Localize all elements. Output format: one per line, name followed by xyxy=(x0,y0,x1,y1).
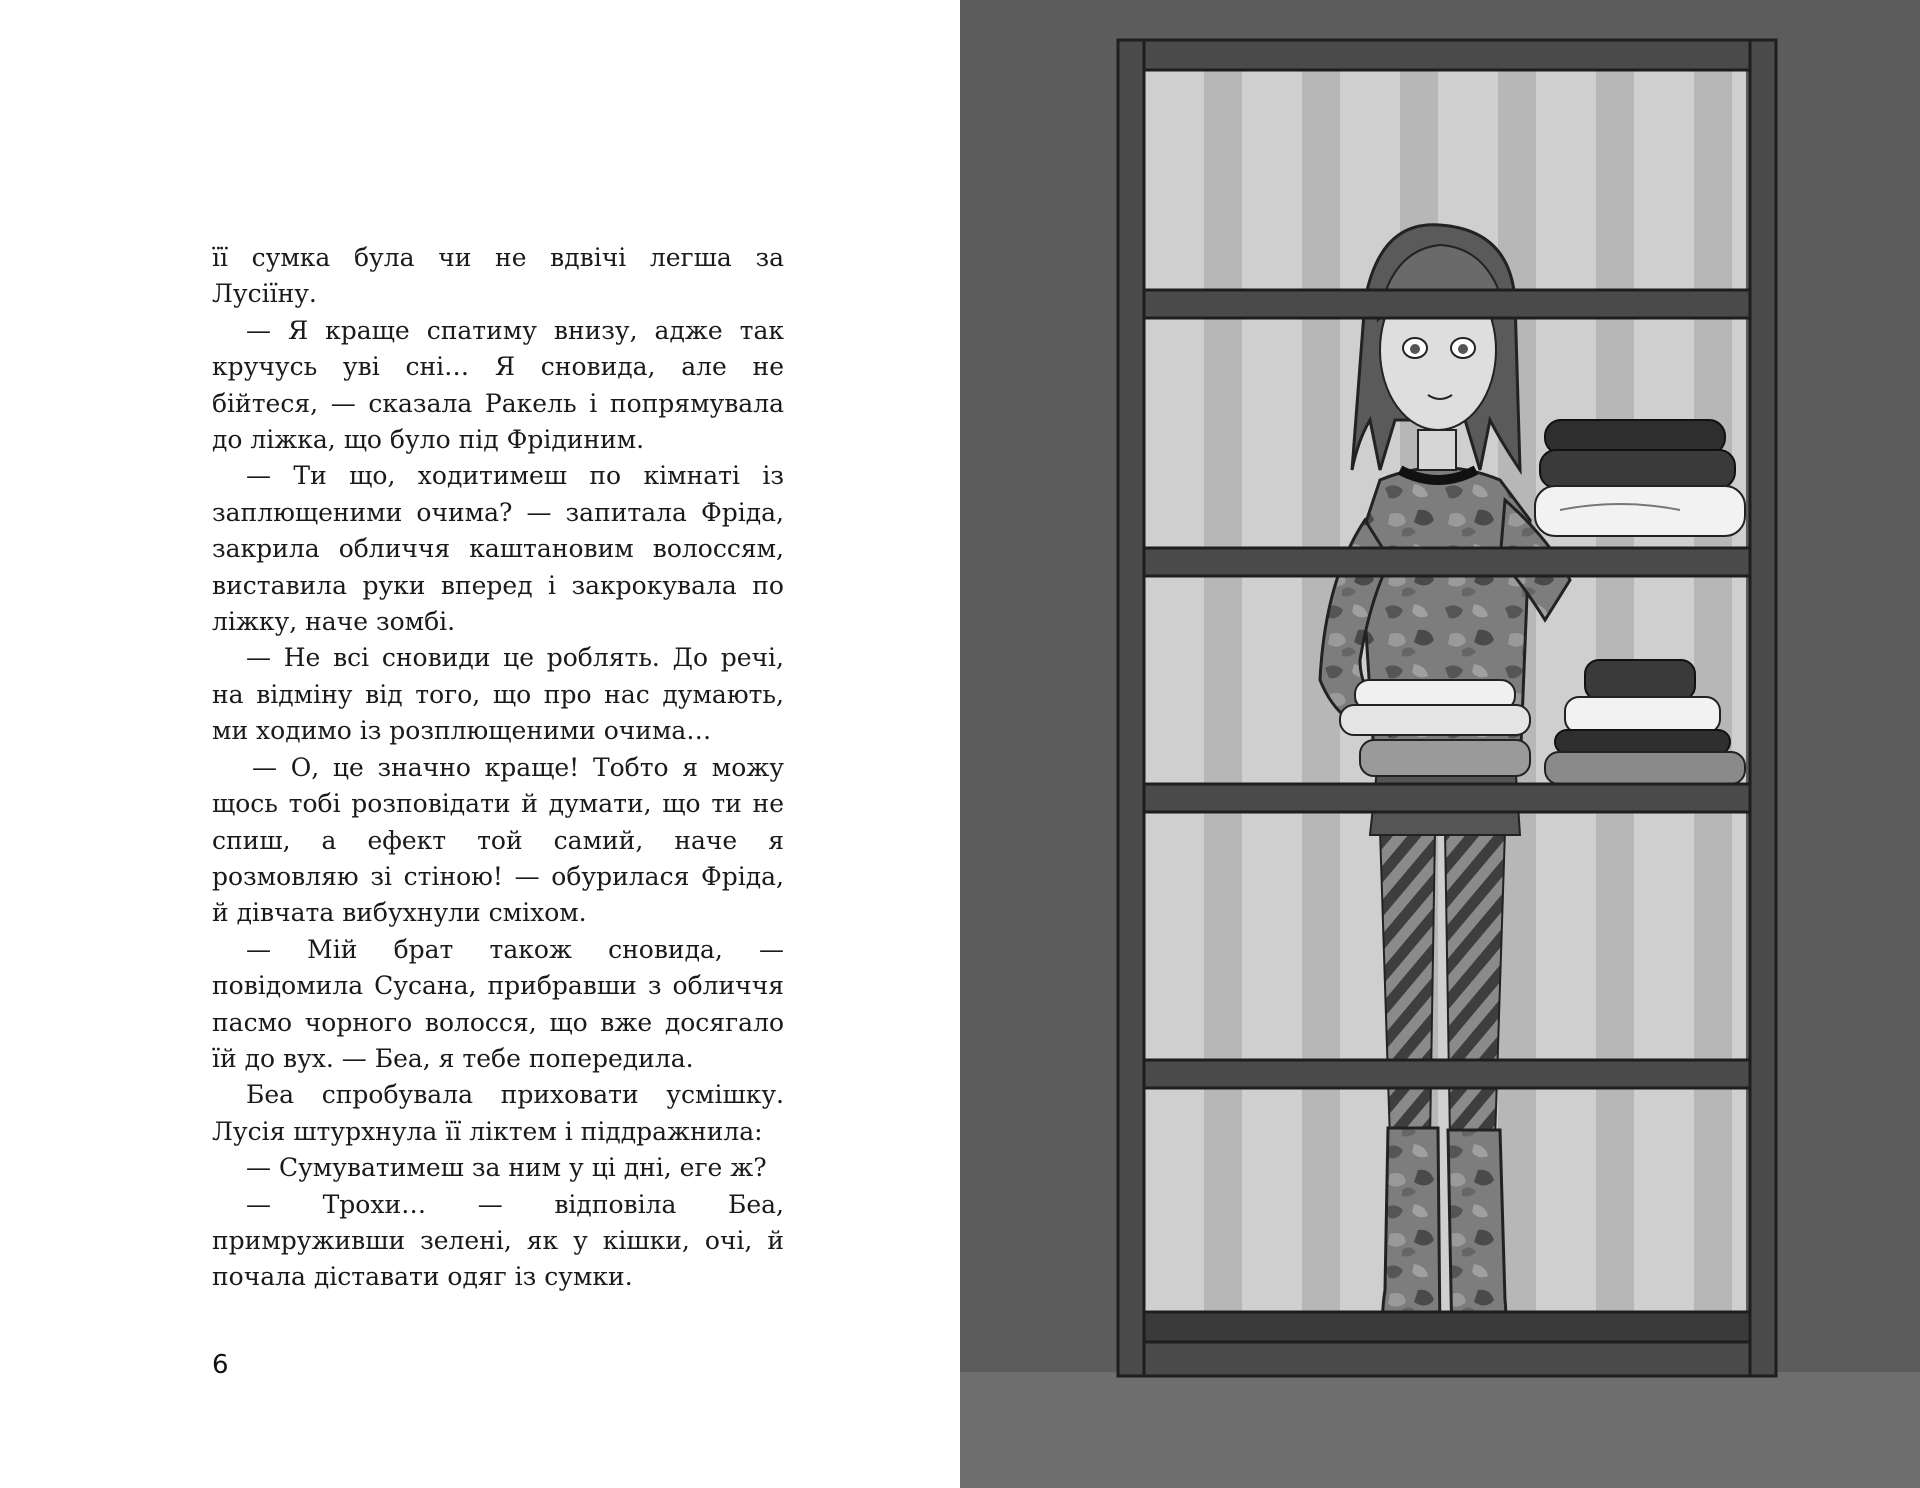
shelf-base xyxy=(1144,1342,1750,1376)
paragraph: її сумка була чи не вдвічі легша за Лусіїну. xyxy=(212,243,784,309)
girl-leg-right xyxy=(1445,830,1505,1140)
shelf-board xyxy=(1144,784,1750,812)
right-page-illustration xyxy=(960,0,1920,1488)
paragraph: — Трохи… — відповіла Беа, примруживши зелені, як у кішки, очі, й почала діставати одяг із сумки. xyxy=(212,1189,784,1292)
floor xyxy=(960,1372,1920,1488)
shelf-top-board xyxy=(1118,40,1776,70)
shelf-board xyxy=(1144,548,1750,576)
paragraph: — Не всі сновиди це роблять. До речі, на відміну від того, що про нас думають, ми ходимо із розплющеними очима… xyxy=(212,643,784,746)
story-text xyxy=(212,240,784,1296)
shelf-side-left xyxy=(1118,40,1144,1376)
girl-behind-shelf-illustration xyxy=(960,0,1920,1488)
paragraph: — Мій брат також сновида, — повідомила Сусана, прибравши з обличчя пасмо чорного волосся, що вже досягало їй до вух. — Беа, я тебе попередила. xyxy=(212,934,784,1073)
paragraph: — О, це значно краще! Тобто я можу щось тобі розповідати й думати, що ти не спиш, а ефект той самий, наче я розмовляю зі стіною! — обурилася Фріда, й дівчата вибухнули сміхом. xyxy=(212,752,784,928)
folded-clothes-top xyxy=(1535,420,1745,536)
shelf-board xyxy=(1144,1060,1750,1088)
girl-neck xyxy=(1418,430,1456,470)
girl-leg-left xyxy=(1380,830,1435,1140)
paragraph: Беа спробувала приховати усмішку. Лусія штурхнула її ліктем і піддражнила: xyxy=(212,1080,784,1146)
paragraph: — Сумуватимеш за ним у ці дні, еге ж? xyxy=(246,1153,767,1183)
shelf-board xyxy=(1144,290,1750,318)
shelf-side-right xyxy=(1750,40,1776,1376)
paragraph: — Я краще спатиму внизу, адже так кручусь уві сні… Я сновида, але не бійтеся, — сказала Ракель і попрямувала до ліжка, що було під Фрідиним. xyxy=(212,315,784,455)
page-number: 6 xyxy=(212,1350,229,1380)
paragraph: — Ти що, ходитимеш по кімнаті із заплющеними очима? — запитала Фріда, закрила обличчя каштановим волоссям, виставила руки вперед і закрокувала по ліжку, наче зомбі. xyxy=(212,461,784,637)
shelf-bottom-board xyxy=(1144,1312,1750,1342)
